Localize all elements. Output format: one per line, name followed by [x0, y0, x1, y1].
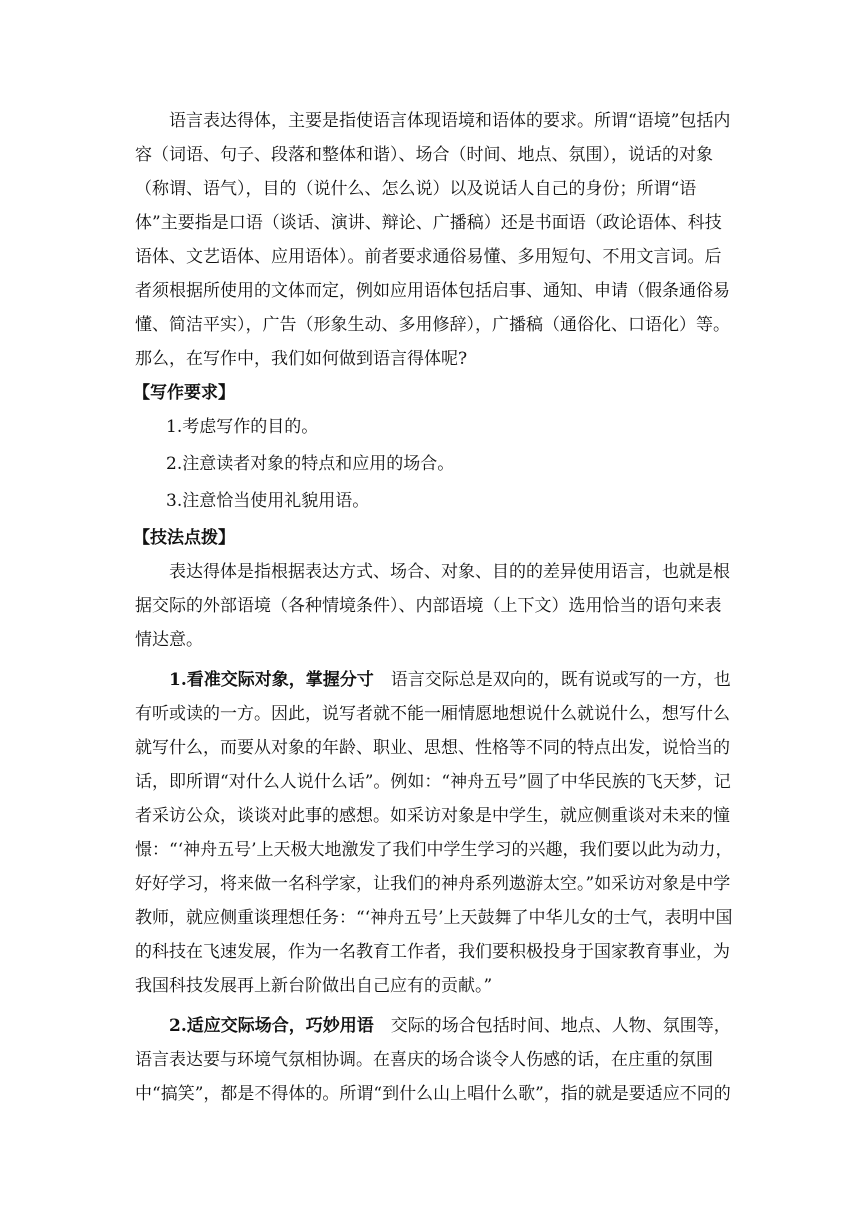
point-1-paragraph: [135, 663, 735, 1003]
requirements-heading: 【写作要求】: [133, 383, 235, 403]
requirement-item: 2.注意读者对象的特点和应用的场合。: [166, 454, 455, 474]
techniques-intro-paragraph: 表达得体是指根据表达方式、场合、对象、目的的差异使用语言，也就是根据交际的外部语境（各种情境条件）、内部语境（上下文）选用恰当的语句来表情达意。: [135, 562, 730, 650]
requirement-item: 3.注意恰当使用礼貌用语。: [166, 491, 370, 511]
document-body: [135, 104, 735, 1111]
point-1-body: 语言交际总是双向的，既有说或写的一方，也有听或读的一方。因此，说写者就不能一厢情愿地想说什么就说什么，想写什么就写什么，而要从对象的年龄、职业、思想、性格等不同的特点出发，说恰当的话，即所谓“对什么人说什么话”。例如：“神舟五号”圆了中华民族的飞天梦，记者采访公众，谈谈对此事的感想。如采访对象是中学生，就应侧重谈对未来的憧憬：“‘神舟五号’上天极大地激发了我们中学生学习的兴趣，我们要以此为动力，好好学习，将来做一名科学家，让我们的神舟系列遨游太空。”如采访对象是中学教师，就应侧重谈理想任务：“‘神舟五号’上天鼓舞了中华儿女的士气，表明中国的科技在飞速发展，作为一名教育工作者，我们要积极投身于国家教育事业，为我国科技发展再上新台阶做出自己应有的贡献。”: [135, 670, 733, 996]
point-2-title: 2.适应交际场合，巧妙用语: [169, 1016, 374, 1036]
point-2-body: 交际的场合包括时间、地点、人物、氛围等，语言表达要与环境气氛相协调。在喜庆的场合谈令人伤感的话，在庄重的氛围中“搞笑”，都是不得体的。所谓“到什么山上唱什么歌”，指的就是要适应不同的: [135, 1016, 731, 1104]
point-2-paragraph: [135, 1009, 735, 1111]
requirement-item: 1.考虑写作的目的。: [166, 417, 319, 437]
point-1-title: 1.看准交际对象，掌握分寸: [169, 670, 374, 690]
intro-paragraph: 语言表达得体，主要是指使语言体现语境和语体的要求。所谓“语境”包括内容（词语、句子、段落和整体和谐）、场合（时间、地点、氛围），说话的对象（称谓、语气），目的（说什么、怎么说）以及说话人自己的身份；所谓“语体”主要指是口语（谈话、演讲、辩论、广播稿）还是书面语（政论语体、科技语体、文艺语体、应用语体）。前者要求通俗易懂、多用短句、不用文言词。后者须根据所使用的文体而定，例如应用语体包括启事、通知、申请（假条通俗易懂、简洁平实），广告（形象生动、多用修辞），广播稿（通俗化、口语化）等。那么，在写作中，我们如何做到语言得体呢?: [135, 111, 731, 369]
techniques-heading: 【技法点拨】: [133, 528, 235, 548]
